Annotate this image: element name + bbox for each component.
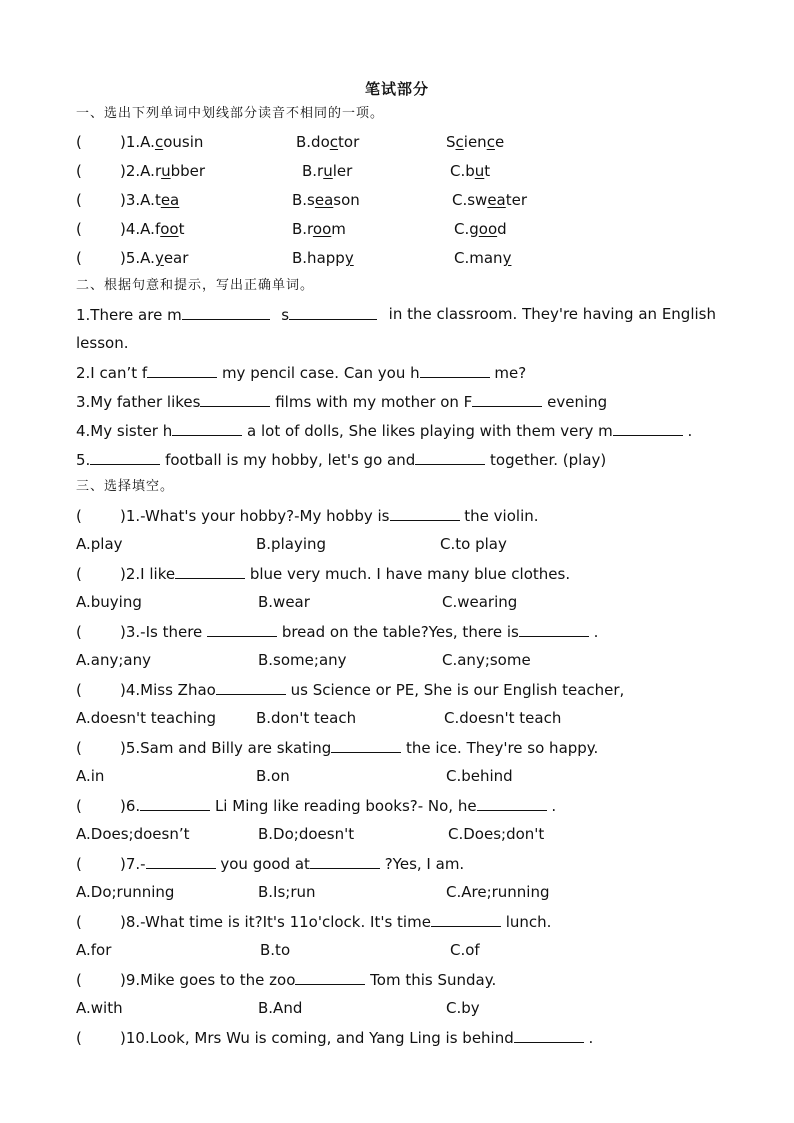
- s2-q1-cont: lesson.: [76, 334, 129, 352]
- s1-item-2: ( )2.A.rubber B.ruler C.but: [76, 162, 491, 180]
- s1-item-3: ( )3.A.tea B.season C.sweater: [76, 191, 528, 209]
- s2-q1: 1.There are m s in the classroom. They're having an English: [76, 305, 716, 324]
- s2-q3: 3.My father likes films with my mother on F evening: [76, 393, 608, 411]
- s3-q3: ( )3.-Is there bread on the table?Yes, there is .: [76, 623, 599, 641]
- s3-q4: ( )4.Miss Zhao us Science or PE, She is our English teacher,: [76, 681, 625, 699]
- s3-q1: ( )1.-What's your hobby?-My hobby is the violin.: [76, 507, 539, 525]
- s3-q1-options: A.play B.playing C.to play: [76, 535, 507, 553]
- s3-q3-options: A.any;any B.some;any C.any;some: [76, 651, 531, 669]
- s3-q7: ( )7.- you good at ?Yes, I am.: [76, 855, 465, 873]
- s1-item-1: ( )1.A.cousin B.doctor Science: [76, 133, 505, 151]
- section1-heading: 一、选出下列单词中划线部分读音不相同的一项。: [76, 106, 385, 121]
- s3-q7-options: A.Do;running B.Is;run C.Are;running: [76, 883, 550, 901]
- s3-q6-options: A.Does;doesn’t B.Do;doesn't C.Does;don't: [76, 825, 545, 843]
- s3-q10: ( )10.Look, Mrs Wu is coming, and Yang Ling is behind .: [76, 1029, 594, 1047]
- s3-q5: ( )5.Sam and Billy are skating the ice. They're so happy.: [76, 739, 599, 757]
- s2-q2: 2.I can’t f my pencil case. Can you h me?: [76, 364, 527, 382]
- s3-q4-options: A.doesn't teaching B.don't teach C.doesn't teach: [76, 709, 562, 727]
- s1-item-4: ( )4.A.foot B.room C.good: [76, 220, 507, 238]
- s3-q5-options: A.in B.on C.behind: [76, 767, 513, 785]
- section3-heading: 三、选择填空。: [76, 479, 175, 494]
- s3-q9: ( )9.Mike goes to the zoo Tom this Sunday.: [76, 971, 497, 989]
- s3-q2: ( )2.I like blue very much. I have many blue clothes.: [76, 565, 571, 583]
- s1-item-5: ( )5.A.year B.happy C.many: [76, 249, 512, 267]
- s3-q2-options: A.buying B.wear C.wearing: [76, 593, 518, 611]
- s3-q6: ( )6. Li Ming like reading books?- No, he .: [76, 797, 557, 815]
- page-title: 笔试部分: [364, 80, 429, 98]
- s3-q8-options: A.for B.to C.of: [76, 941, 480, 959]
- section2-heading: 二、根据句意和提示，写出正确单词。: [76, 278, 315, 293]
- s3-q9-options: A.with B.And C.by: [76, 999, 480, 1017]
- s2-q4: 4.My sister h a lot of dolls, She likes playing with them very m .: [76, 422, 693, 440]
- s2-q5: 5. football is my hobby, let's go and together. (play): [76, 451, 607, 469]
- s3-q8: ( )8.-What time is it?It's 11o'clock. It's time lunch.: [76, 913, 552, 931]
